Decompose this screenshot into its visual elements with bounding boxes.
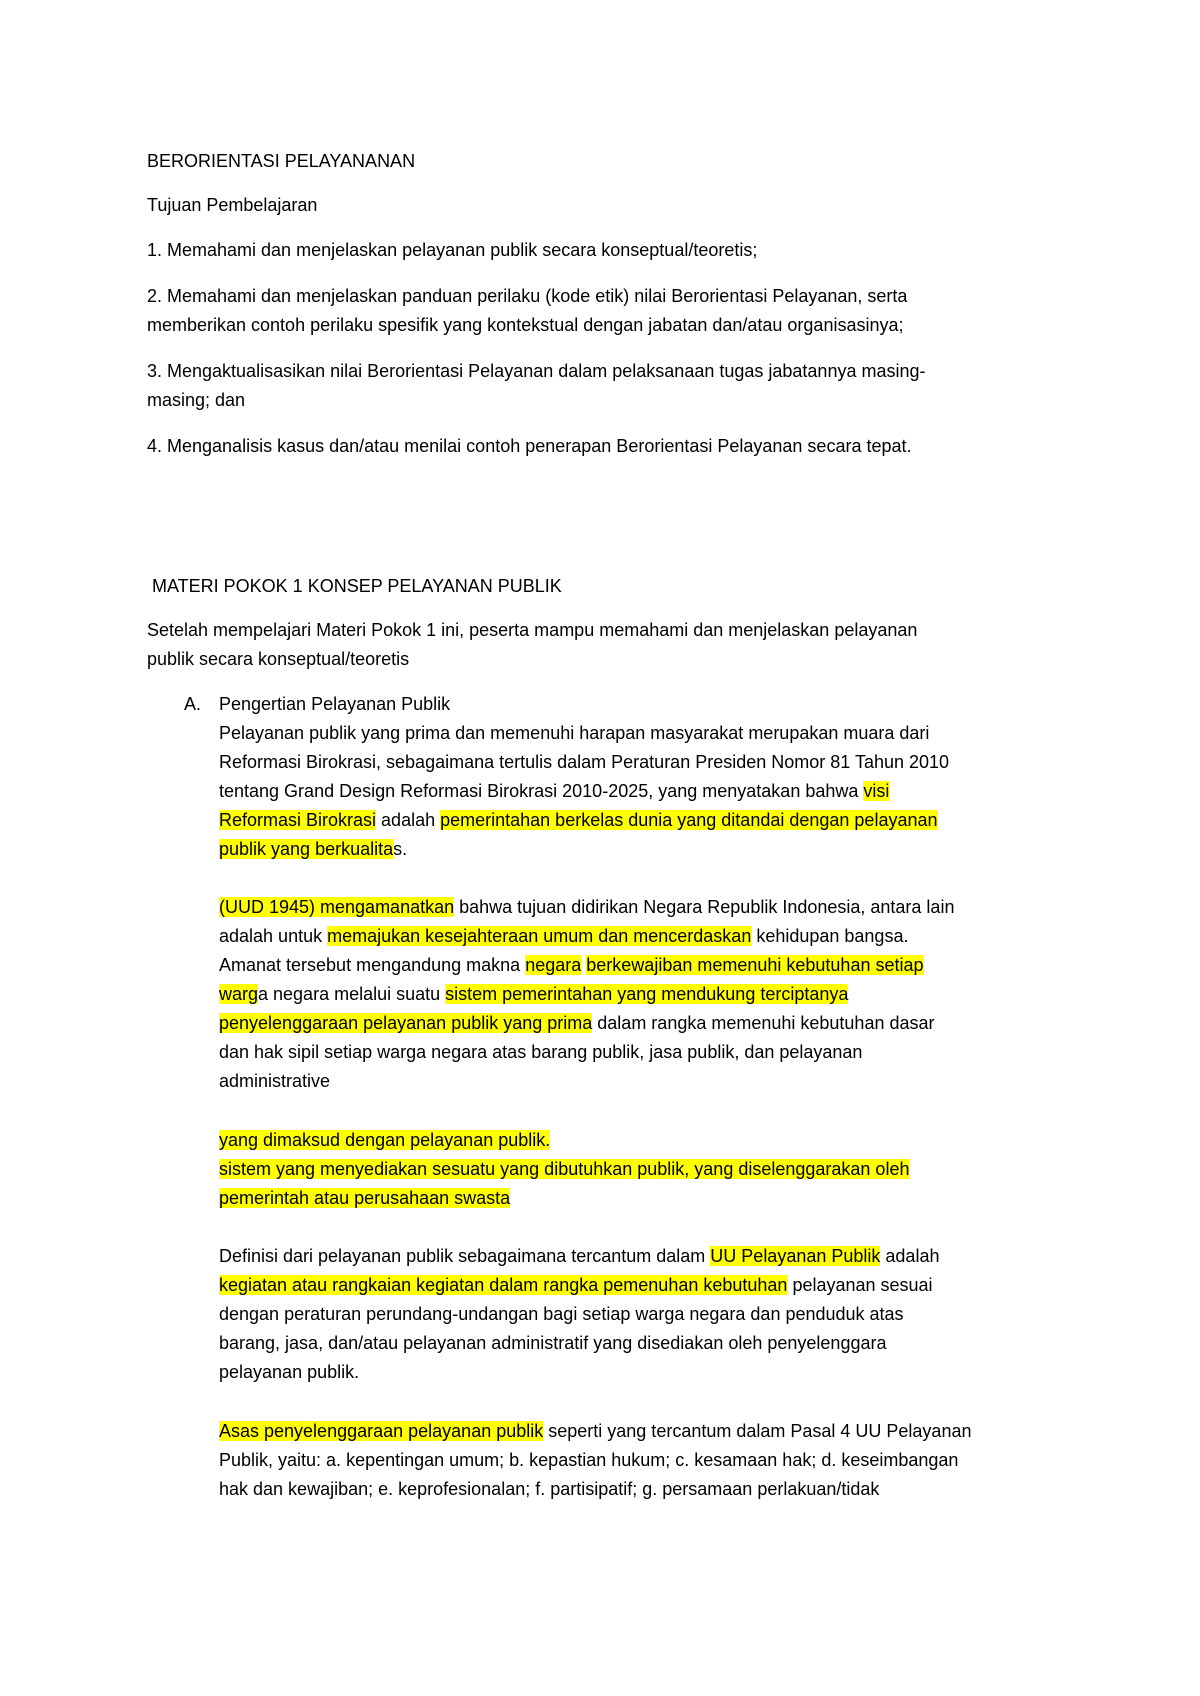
objective-3-line-2: masing; dan bbox=[147, 390, 246, 410]
objective-3-line-1: 3. Mengaktualisasikan nilai Berorientasi Pelayanan dalam pelaksanaan tugas jabatannya masing- bbox=[147, 361, 926, 381]
p4-line-2: kegiatan atau rangkaian kegiatan dalam rangka pemenuhan kebutuhan pelayanan sesuai bbox=[219, 1275, 933, 1295]
p4-line-3: dengan peraturan perundang-undangan bagi setiap warga negara dan penduduk atas bbox=[219, 1304, 904, 1324]
section-a-title: Pengertian Pelayanan Publik bbox=[219, 694, 451, 714]
highlight: Asas penyelenggaraan pelayanan publik bbox=[219, 1421, 544, 1441]
highlight: memajukan kesejahteraan umum dan mencerdaskan bbox=[327, 926, 752, 946]
highlight: berkewajiban memenuhi kebutuhan setiap bbox=[586, 955, 924, 975]
highlight: UU Pelayanan Publik bbox=[710, 1246, 881, 1266]
highlight: pemerintah atau perusahaan swasta bbox=[219, 1188, 511, 1208]
p2-line-1: (UUD 1945) mengamanatkan bahwa tujuan didirikan Negara Republik Indonesia, antara lain bbox=[219, 897, 955, 917]
p1-line-5: publik yang berkualitas. bbox=[219, 839, 408, 859]
p5-line-1: Asas penyelenggaraan pelayanan publik seperti yang tercantum dalam Pasal 4 UU Pelayanan bbox=[219, 1421, 972, 1441]
materi-heading: MATERI POKOK 1 KONSEP PELAYANAN PUBLIK bbox=[152, 576, 562, 596]
p1-line-4: Reformasi Birokrasi adalah pemerintahan berkelas dunia yang ditandai dengan pelayanan bbox=[219, 810, 938, 830]
p3-line-3 bbox=[219, 1184, 510, 1213]
highlight: (UUD 1945) mengamanatkan bbox=[219, 897, 455, 917]
p4-line-1: Definisi dari pelayanan publik sebagaimana tercantum dalam UU Pelayanan Publik adalah bbox=[219, 1246, 940, 1266]
highlight: Reformasi Birokrasi bbox=[219, 810, 377, 830]
objective-2-line-2: memberikan contoh perilaku spesifik yang kontekstual dengan jabatan dan/atau organisasinya; bbox=[147, 315, 904, 335]
p5-line-2: Publik, yaitu: a. kepentingan umum; b. kepastian hukum; c. kesamaan hak; d. keseimbangan bbox=[219, 1450, 959, 1470]
p3-line-2 bbox=[219, 1155, 909, 1184]
document-subtitle: Tujuan Pembelajaran bbox=[147, 195, 318, 215]
highlight: publik yang berkualita bbox=[219, 839, 394, 859]
highlight: warg bbox=[219, 984, 259, 1004]
objective-1: 1. Memahami dan menjelaskan pelayanan publik secara konseptual/teoretis; bbox=[147, 240, 758, 260]
p3-line-1 bbox=[219, 1126, 550, 1155]
highlight: negara bbox=[525, 955, 582, 975]
highlight: visi bbox=[863, 781, 890, 801]
section-a-marker: A. bbox=[184, 694, 202, 714]
p2-line-5: penyelenggaraan pelayanan publik yang prima dalam rangka memenuhi kebutuhan dasar bbox=[219, 1013, 935, 1033]
highlight: sistem yang menyediakan sesuatu yang dibutuhkan publik, yang diselenggarakan oleh bbox=[219, 1159, 910, 1179]
p4-line-4: barang, jasa, dan/atau pelayanan administratif yang disediakan oleh penyelenggara bbox=[219, 1333, 887, 1353]
objective-4: 4. Menganalisis kasus dan/atau menilai contoh penerapan Berorientasi Pelayanan secara tepat. bbox=[147, 436, 912, 456]
highlight: sistem pemerintahan yang mendukung terciptanya bbox=[445, 984, 849, 1004]
p2-line-6: dan hak sipil setiap warga negara atas barang publik, jasa publik, dan pelayanan bbox=[219, 1042, 863, 1062]
highlight: yang dimaksud dengan pelayanan publik. bbox=[219, 1130, 551, 1150]
p2-line-3: Amanat tersebut mengandung makna negara berkewajiban memenuhi kebutuhan setiap bbox=[219, 955, 924, 975]
highlight: penyelenggaraan pelayanan publik yang prima bbox=[219, 1013, 593, 1033]
materi-intro-line-2: publik secara konseptual/teoretis bbox=[147, 649, 410, 669]
highlight: pemerintahan berkelas dunia yang ditandai dengan pelayanan bbox=[440, 810, 938, 830]
p1-line-3: tentang Grand Design Reformasi Birokrasi 2010-2025, yang menyatakan bahwa visi bbox=[219, 781, 890, 801]
p2-line-7: administrative bbox=[219, 1071, 331, 1091]
materi-intro-line-1: Setelah mempelajari Materi Pokok 1 ini, peserta mampu memahami dan menjelaskan pelayanan bbox=[147, 620, 918, 640]
p2-line-4: warga negara melalui suatu sistem pemerintahan yang mendukung terciptanya bbox=[219, 984, 849, 1004]
p2-line-2: adalah untuk memajukan kesejahteraan umum dan mencerdaskan kehidupan bangsa. bbox=[219, 926, 909, 946]
document-title: BERORIENTASI PELAYANANAN bbox=[147, 151, 416, 171]
objective-2-line-1: 2. Memahami dan menjelaskan panduan perilaku (kode etik) nilai Berorientasi Pelayanan, serta bbox=[147, 286, 908, 306]
p1-line-1: Pelayanan publik yang prima dan memenuhi harapan masyarakat merupakan muara dari bbox=[219, 723, 930, 743]
p5-line-3: hak dan kewajiban; e. keprofesionalan; f. partisipatif; g. persamaan perlakuan/tidak bbox=[219, 1479, 880, 1499]
p4-line-5: pelayanan publik. bbox=[219, 1362, 360, 1382]
p1-line-2: Reformasi Birokrasi, sebagaimana tertulis dalam Peraturan Presiden Nomor 81 Tahun 2010 bbox=[219, 752, 950, 772]
highlight: kegiatan atau rangkaian kegiatan dalam rangka pemenuhan kebutuhan bbox=[219, 1275, 788, 1295]
